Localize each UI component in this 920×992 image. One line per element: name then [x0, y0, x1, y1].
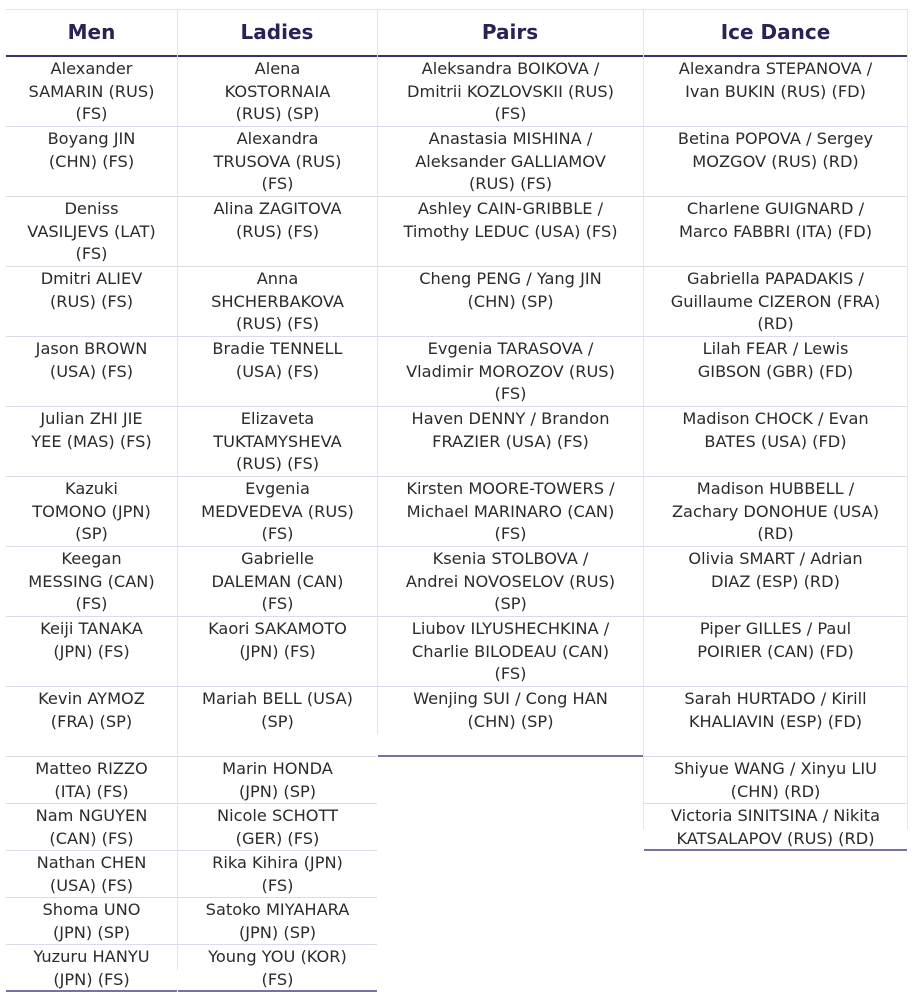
entry-line: Haven DENNY / Brandon	[411, 409, 610, 428]
entry-line: (FRA) (SP)	[50, 711, 133, 731]
pairs-entry	[378, 407, 643, 477]
dance-entry	[644, 687, 907, 757]
entry-line: Charlene GUIGNARD /	[686, 199, 865, 218]
entry-line: (ITA) (FS)	[54, 781, 129, 801]
ladies-entry	[178, 267, 377, 337]
entry-line: (JPN) (FS)	[53, 641, 130, 661]
entry-line: KATSALAPOV (RUS) (RD)	[676, 828, 875, 848]
entry-line: Andrei NOVOSELOV (RUS)	[405, 571, 616, 591]
men-entry	[6, 547, 177, 617]
entry-line: (RUS) (SP)	[235, 104, 320, 123]
entry-line: TUKTAMYSHEVA	[213, 431, 342, 451]
ladies-entry	[178, 477, 377, 547]
dance-entry	[644, 57, 907, 127]
men-entry	[6, 687, 177, 757]
header-ladies: Ladies	[240, 20, 314, 44]
entry-line: Marin HONDA	[222, 759, 333, 778]
header-pairs: Pairs	[481, 20, 539, 44]
entry-line: (RD)	[757, 314, 794, 333]
entry-line: (CHN) (SP)	[467, 711, 554, 731]
entry-line: (JPN) (SP)	[238, 781, 317, 801]
men-entry	[6, 127, 177, 197]
entry-line: Gabriella PAPADAKIS /	[686, 269, 865, 288]
entry-line: Michael MARINARO (CAN)	[406, 501, 615, 521]
ladies-entry	[178, 851, 377, 898]
entry-line: (JPN) (FS)	[239, 641, 316, 661]
entry-line: Betina POPOVA / Sergey	[677, 129, 874, 148]
entry-line: Kevin AYMOZ	[38, 689, 145, 708]
entry-line: Nam NGUYEN	[35, 806, 148, 825]
entry-line: Madison HUBBELL /	[696, 479, 855, 498]
men-entry	[6, 617, 177, 687]
entry-line: Alina ZAGITOVA	[213, 199, 342, 218]
entry-line: Keiji TANAKA	[40, 619, 143, 638]
entry-line: Satoko MIYAHARA	[205, 900, 350, 919]
men-entry	[6, 267, 177, 337]
entry-line: Lilah FEAR / Lewis	[702, 339, 849, 358]
entry-line: GIBSON (GBR) (FD)	[697, 361, 854, 381]
entry-line: Wenjing SUI / Cong HAN	[413, 689, 608, 708]
entry-line: Marco FABBRI (ITA) (FD)	[678, 221, 873, 241]
pairs-entry	[378, 477, 643, 547]
header-ice-dance: Ice Dance	[720, 20, 831, 44]
entry-line: Elizaveta	[240, 409, 315, 428]
pairs-entry	[378, 547, 643, 617]
entry-line: Alexander	[50, 59, 133, 78]
entry-line: (FS)	[261, 969, 294, 989]
men-entry	[6, 757, 177, 804]
header-men: Men	[67, 20, 116, 44]
entry-line: Cheng PENG / Yang JIN	[419, 269, 602, 288]
entry-line: (RD)	[757, 524, 794, 543]
entry-line: Dmitri ALIEV	[40, 269, 143, 288]
ladies-entry	[178, 757, 377, 804]
entry-line: Dmitrii KOZLOVSKII (RUS)	[407, 81, 614, 101]
dance-entry	[644, 407, 907, 477]
dance-entry	[644, 337, 907, 407]
entry-line: Keegan	[61, 549, 122, 568]
men-entry	[6, 851, 177, 898]
entry-line: Mariah BELL (USA)	[201, 689, 353, 708]
entry-line: (FS)	[75, 104, 108, 123]
entry-line: Ivan BUKIN (RUS) (FD)	[685, 81, 866, 101]
entry-line: Nicole SCHOTT	[217, 806, 338, 825]
entry-line: Shoma UNO	[42, 900, 141, 919]
men-entry	[6, 945, 177, 992]
entry-line: Evgenia TARASOVA /	[427, 339, 594, 358]
entry-line: (SP)	[261, 711, 294, 731]
entry-line: Matteo RIZZO	[35, 759, 148, 778]
entry-line: Gabrielle	[241, 549, 314, 568]
entries-table	[6, 9, 908, 989]
entry-line: (SP)	[75, 524, 108, 543]
ladies-entry	[178, 197, 377, 267]
entry-line: (JPN) (SP)	[52, 922, 131, 942]
entry-line: (FS)	[75, 244, 108, 263]
entry-line: TOMONO (JPN)	[32, 501, 151, 521]
entry-line: Aleksander GALLIAMOV	[415, 151, 606, 171]
entry-line: (SP)	[494, 594, 527, 613]
entry-line: Liubov ILYUSHECHKINA /	[411, 619, 610, 638]
entry-line: Nathan CHEN	[36, 853, 147, 872]
entry-line: Anna	[256, 269, 299, 288]
entry-line: SAMARIN (RUS)	[28, 81, 155, 101]
entry-line: (FS)	[261, 174, 294, 193]
ladies-entry	[178, 687, 377, 757]
entry-line: Yuzuru HANYU	[33, 947, 150, 966]
entry-line: Timothy LEDUC (USA) (FS)	[403, 221, 618, 241]
entry-line: (USA) (FS)	[49, 361, 134, 381]
entry-line: Vladimir MOROZOV (RUS)	[406, 361, 615, 381]
entry-line: Jason BROWN	[35, 339, 148, 358]
pairs-entry	[378, 337, 643, 407]
ladies-entry	[178, 57, 377, 127]
entry-line: (RUS) (FS)	[235, 314, 320, 333]
entry-line: (RUS) (FS)	[49, 291, 134, 311]
men-entry	[6, 407, 177, 477]
entry-line: (USA) (FS)	[49, 875, 134, 895]
entry-line: Anastasia MISHINA /	[428, 129, 593, 148]
dance-entry	[644, 197, 907, 267]
entry-line: (FS)	[494, 104, 527, 123]
pairs-entry	[378, 57, 643, 127]
men-entry	[6, 197, 177, 267]
ladies-entry	[178, 407, 377, 477]
entry-line: FRAZIER (USA) (FS)	[432, 431, 589, 451]
entry-line: Ashley CAIN-GRIBBLE /	[417, 199, 604, 218]
entry-line: MESSING (CAN)	[28, 571, 155, 591]
men-entry	[6, 477, 177, 547]
column-divider	[907, 9, 908, 829]
ladies-entry	[178, 898, 377, 945]
entry-line: (JPN) (SP)	[238, 922, 317, 942]
entry-line: Ksenia STOLBOVA /	[432, 549, 589, 568]
men-entry	[6, 57, 177, 127]
entry-line: (RUS) (FS)	[468, 174, 553, 193]
entry-line: (CHN) (FS)	[48, 151, 135, 171]
men-entry	[6, 804, 177, 851]
entry-line: Sarah HURTADO / Kirill	[684, 689, 867, 708]
entry-line: Shiyue WANG / Xinyu LIU	[673, 759, 878, 778]
entry-line: (FS)	[75, 594, 108, 613]
entry-line: Guillaume CIZERON (FRA)	[670, 291, 881, 311]
entry-line: Aleksandra BOIKOVA /	[421, 59, 600, 78]
entry-line: Julian ZHI JIE	[40, 409, 143, 428]
ladies-entry	[178, 547, 377, 617]
entry-line: Deniss	[64, 199, 119, 218]
entry-line: Kaori SAKAMOTO	[208, 619, 347, 638]
entry-line: (FS)	[494, 664, 527, 683]
entry-line: (FS)	[261, 594, 294, 613]
entry-line: (FS)	[261, 875, 294, 895]
entry-line: TRUSOVA (RUS)	[213, 151, 342, 171]
entry-line: VASILJEVS (LAT)	[27, 221, 156, 241]
entry-line: (CHN) (RD)	[730, 781, 821, 801]
entry-line: Charlie BILODEAU (CAN)	[411, 641, 610, 661]
entry-line: (FS)	[494, 384, 527, 403]
entry-line: Victoria SINITSINA / Nikita	[670, 806, 881, 825]
dance-entry	[644, 757, 907, 804]
dance-entry	[644, 617, 907, 687]
entry-line: Alexandra STEPANOVA /	[678, 59, 873, 78]
dance-entry	[644, 127, 907, 197]
entry-line: Bradie TENNELL	[212, 339, 343, 358]
entry-line: (CHN) (SP)	[467, 291, 554, 311]
dance-entry	[644, 547, 907, 617]
entry-line: DALEMAN (CAN)	[211, 571, 344, 591]
entry-line: Rika Kihira (JPN)	[212, 853, 343, 872]
dance-entry	[644, 804, 907, 851]
entry-line: DIAZ (ESP) (RD)	[711, 571, 840, 591]
ladies-entry	[178, 804, 377, 851]
entry-line: (FS)	[261, 524, 294, 543]
entry-line: Alena	[254, 59, 301, 78]
entry-line: KOSTORNAIA	[224, 81, 331, 101]
entry-line: Olivia SMART / Adrian	[688, 549, 863, 568]
entry-line: BATES (USA) (FD)	[704, 431, 847, 451]
entry-line: Alexandra	[236, 129, 319, 148]
pairs-column	[378, 57, 643, 757]
pairs-entry	[378, 687, 643, 757]
entry-line: (FS)	[494, 524, 527, 543]
pairs-entry	[378, 617, 643, 687]
entry-line: MEDVEDEVA (RUS)	[201, 501, 354, 521]
pairs-entry	[378, 267, 643, 337]
entry-line: KHALIAVIN (ESP) (FD)	[688, 711, 863, 731]
entry-line: (RUS) (FS)	[235, 454, 320, 473]
entry-line: (RUS) (FS)	[235, 221, 320, 241]
entry-line: (JPN) (FS)	[53, 969, 130, 989]
table-header	[6, 9, 908, 57]
entry-line: POIRIER (CAN) (FD)	[697, 641, 854, 661]
entry-line: Boyang JIN	[47, 129, 136, 148]
entry-line: Young YOU (KOR)	[208, 947, 347, 966]
entry-line: Kazuki	[65, 479, 118, 498]
entry-line: MOZGOV (RUS) (RD)	[692, 151, 859, 171]
ladies-entry	[178, 945, 377, 992]
entry-line: YEE (MAS) (FS)	[31, 431, 152, 451]
ice-dance-column	[644, 57, 907, 851]
entry-line: Kirsten MOORE-TOWERS /	[406, 479, 615, 498]
entry-line: (CAN) (FS)	[49, 828, 134, 848]
entry-line: Evgenia	[245, 479, 310, 498]
men-entry	[6, 337, 177, 407]
men-entry	[6, 898, 177, 945]
entry-line: Piper GILLES / Paul	[699, 619, 852, 638]
entry-line: (GER) (FS)	[235, 828, 320, 848]
entry-line: Madison CHOCK / Evan	[682, 409, 869, 428]
men-column	[6, 57, 177, 992]
ladies-entry	[178, 617, 377, 687]
ladies-entry	[178, 337, 377, 407]
pairs-entry	[378, 197, 643, 267]
dance-entry	[644, 477, 907, 547]
ladies-entry	[178, 127, 377, 197]
pairs-entry	[378, 127, 643, 197]
entry-line: SHCHERBAKOVA	[211, 291, 344, 311]
dance-entry	[644, 267, 907, 337]
entry-line: Zachary DONOHUE (USA)	[671, 501, 880, 521]
ladies-column	[178, 57, 377, 992]
entry-line: (USA) (FS)	[235, 361, 320, 381]
